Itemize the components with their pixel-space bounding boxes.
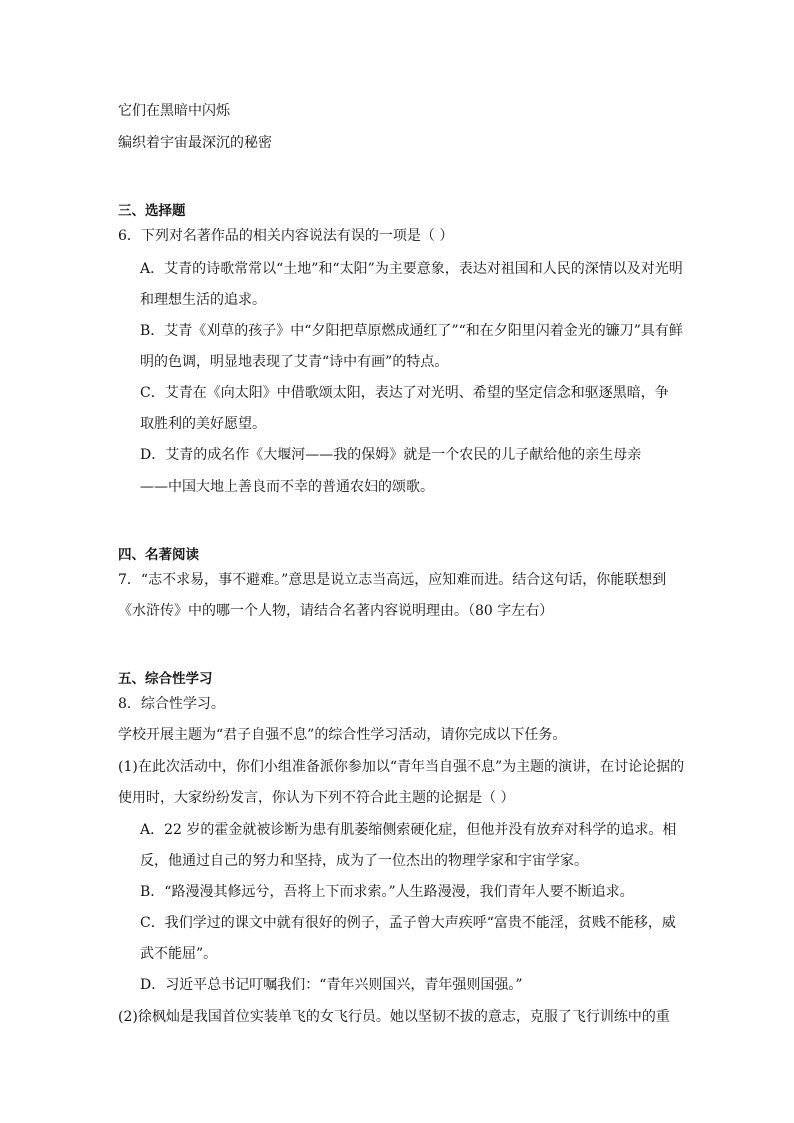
question-8-option-b: B．“路漫漫其修远兮，吾将上下而求索。”人生路漫漫，我们青年人要不断追求。 — [140, 884, 634, 900]
question-8-intro: 学校开展主题为“君子自强不息”的综合性学习活动，请你完成以下任务。 — [118, 727, 567, 743]
question-7-line-2: 《水浒传》中的哪一个人物，请结合名著内容说明理由。（80 字左右） — [118, 603, 554, 619]
question-6-option-b-line-2: 明的色调，明显地表现了艾青“诗中有画”的特点。 — [140, 354, 449, 370]
question-8-sub2-line-1: (2)徐枫灿是我国首位实装单飞的女飞行员。她以坚韧不拔的意志，克服了飞行训练中的重 — [118, 1009, 670, 1025]
question-8-option-d: D．习近平总书记叮嘱我们：“青年兴则国兴，青年强则国强。” — [140, 977, 523, 993]
section-title-choice: 三、选择题 — [118, 203, 186, 219]
question-6-option-c-line-2: 取胜利的美好愿望。 — [140, 416, 266, 432]
question-8-stem: 8．综合性学习。 — [118, 696, 225, 712]
poem-line-1: 它们在黑暗中闪烁 — [118, 103, 230, 119]
section-title-comprehensive-learning: 五、综合性学习 — [118, 671, 213, 687]
question-7-line-1: 7．“志不求易，事不避难。”意思是说立志当高远，应知难而进。结合这句话，你能联想到 — [118, 572, 667, 588]
question-6-option-b-line-1: B．艾青《刈草的孩子》中“夕阳把草原燃成通红了”“和在夕阳里闪着金光的镰刀”具有鲜 — [140, 323, 683, 339]
question-8-sub1-line-1: (1)在此次活动中，你们小组准备派你参加以“青年当自强不息”为主题的演讲，在讨论论据的 — [118, 759, 685, 775]
poem-line-2: 编织着宇宙最深沉的秘密 — [118, 135, 272, 151]
section-title-classics-reading: 四、名著阅读 — [118, 547, 199, 563]
question-6-option-d-line-1: D．艾青的成名作《大堰河——我的保姆》就是一个农民的儿子献给他的亲生母亲 — [140, 447, 642, 463]
question-8-sub1-line-2: 使用时，大家纷纷发言，你认为下列不符合此主题的论据是（ ） — [118, 790, 515, 806]
question-6-option-c-line-1: C．艾青在《向太阳》中借歌颂太阳，表达了对光明、希望的坚定信念和驱逐黑暗，争 — [140, 385, 669, 401]
question-6-stem: 6．下列对名著作品的相关内容说法有误的一项是（ ） — [118, 228, 454, 244]
question-8-option-a-line-2: 反，他通过自己的努力和坚持，成为了一位杰出的物理学家和宇宙学家。 — [140, 853, 588, 869]
question-8-option-c-line-2: 武不能屈”。 — [140, 946, 218, 962]
question-6-option-a-line-2: 和理想生活的追求。 — [140, 292, 266, 308]
question-6-option-d-line-2: ——中国大地上善良而不幸的普通农妇的颂歌。 — [140, 479, 434, 495]
question-8-option-a-line-1: A．22 岁的霍金就被诊断为患有肌萎缩侧索硬化症，但他并没有放弃对科学的追求。相 — [140, 822, 677, 838]
question-6-option-a-line-1: A．艾青的诗歌常常以“土地”和“太阳”为主要意象，表达对祖国和人民的深情以及对光明 — [140, 261, 683, 277]
question-8-option-c-line-1: C．我们学过的课文中就有很好的例子，孟子曾大声疾呼“富贵不能淫，贫贱不能移，威 — [140, 915, 676, 931]
